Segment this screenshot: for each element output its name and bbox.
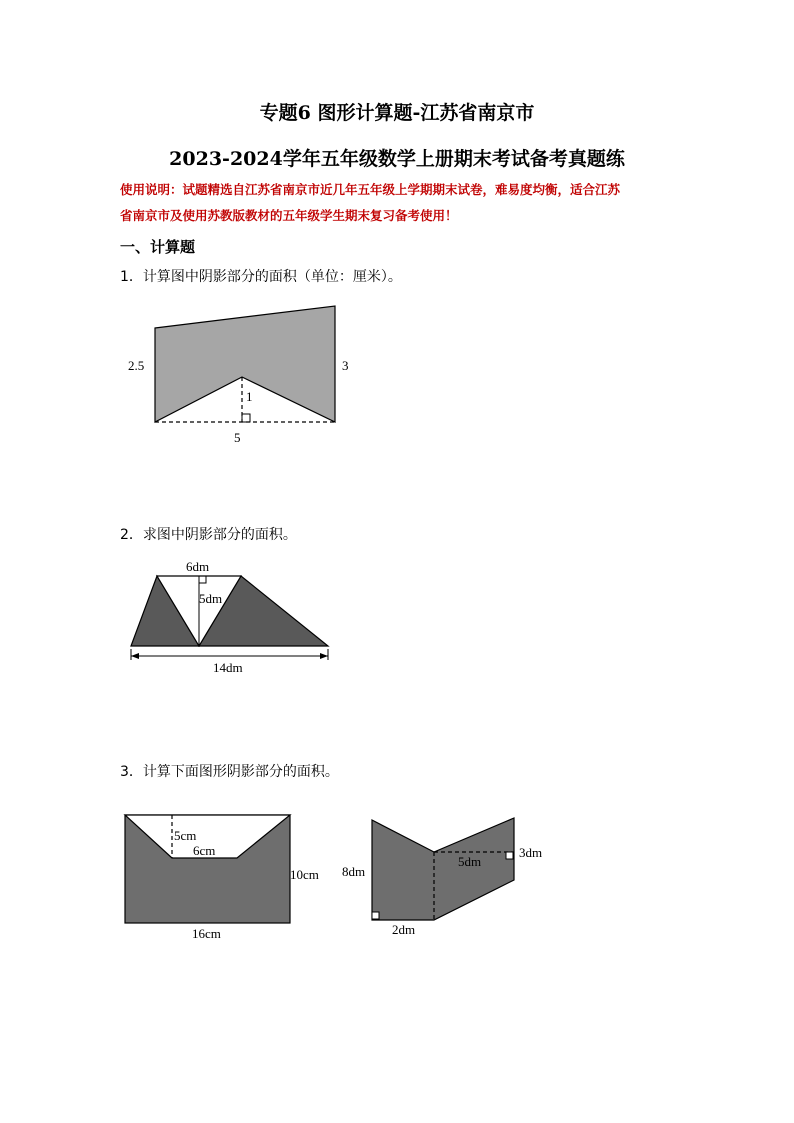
q1-label-base: 5	[234, 430, 241, 445]
q1-shaded-region	[155, 306, 335, 422]
q3a-label-width: 16cm	[192, 926, 221, 941]
q3a-label-height: 10cm	[290, 867, 319, 882]
q2-label-base: 14dm	[213, 660, 243, 675]
page-title-line-1: 专题6 图形计算题-江苏省南京市	[259, 102, 535, 124]
q2-label-height: 5dm	[199, 591, 223, 606]
section-heading: 一、计算题	[120, 238, 196, 256]
question-3-figure-a	[120, 810, 335, 945]
question-3-figure-b	[340, 810, 555, 945]
question-1-text: 1．计算图中阴影部分的面积（单位：厘米）。	[120, 269, 402, 285]
q1-right-angle-mark	[242, 414, 250, 422]
q3b-label-bottom: 2dm	[392, 922, 416, 937]
q3b-label-middle: 5dm	[458, 854, 482, 869]
q1-label-height: 1	[246, 389, 253, 404]
q2-label-top: 6dm	[186, 559, 210, 574]
q3b-label-right: 3dm	[519, 845, 543, 860]
question-3-text: 3．计算下面图形阴影部分的面积。	[120, 764, 339, 780]
q2-base-arrow-left	[131, 653, 139, 659]
q3a-label-depth: 5cm	[174, 828, 197, 843]
question-2-text: 2．求图中阴影部分的面积。	[120, 527, 297, 543]
question-1-figure	[120, 300, 370, 460]
usage-note-line-2: 省南京市及使用苏教版教材的五年级学生期末复习备考使用！	[120, 208, 458, 223]
q3b-shaded-region	[372, 818, 514, 920]
q3a-label-bottom: 6cm	[193, 843, 216, 858]
q3b-right-angle-mark-bottom	[372, 912, 379, 919]
question-2-figure	[120, 556, 350, 686]
q1-label-left: 2.5	[128, 358, 145, 373]
q3b-label-left: 8dm	[342, 864, 366, 879]
page-title-line-2: 2023-2024学年五年级数学上册期末考试备考真题练	[169, 148, 625, 170]
q3b-right-angle-mark-right	[506, 852, 513, 859]
q1-label-right: 3	[342, 358, 349, 373]
q2-base-arrow-right	[320, 653, 328, 659]
usage-note-line-1: 使用说明：试题精选自江苏省南京市近几年五年级上学期期末试卷，难易度均衡，适合江苏	[120, 182, 621, 197]
